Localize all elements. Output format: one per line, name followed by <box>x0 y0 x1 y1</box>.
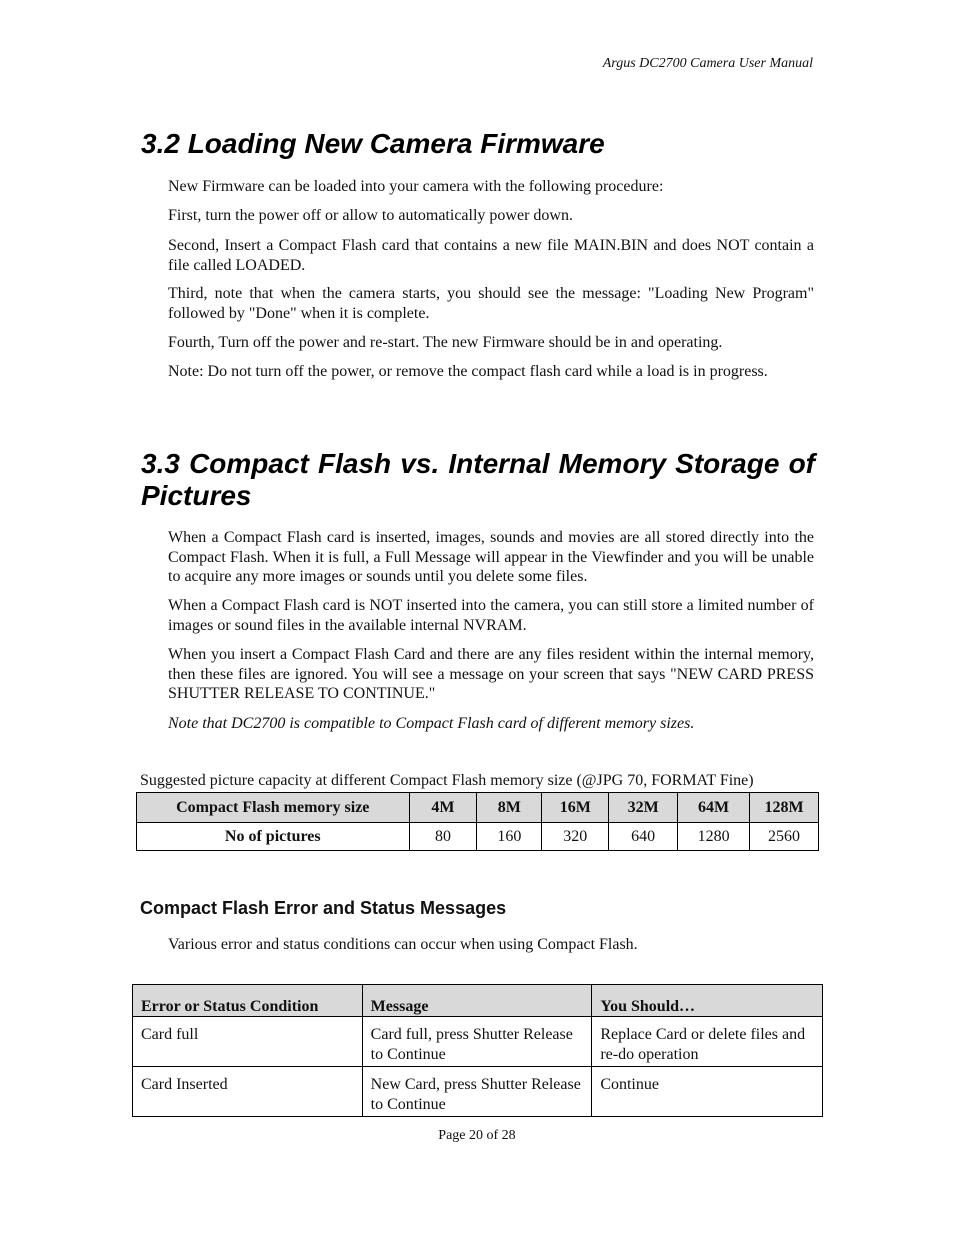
table-row-header: No of pictures <box>137 823 410 851</box>
table-cell: Continue <box>592 1067 823 1117</box>
table-cell: Card full <box>133 1017 363 1067</box>
table-cell: New Card, press Shutter Release to Continue <box>362 1067 592 1117</box>
capacity-table <box>136 792 819 851</box>
table-header-cell: You Should… <box>592 985 823 1017</box>
table-header-cell: 32M <box>609 793 678 823</box>
table-header-cell: 8M <box>477 793 542 823</box>
table-header-cell: 16M <box>542 793 609 823</box>
table-cell: 320 <box>542 823 609 851</box>
table-cell: 1280 <box>678 823 750 851</box>
table-cell: Card Inserted <box>133 1067 363 1117</box>
paragraph: When you insert a Compact Flash Card and there are any files resident within the internal memory, then these files are ignored. You will see a message on your screen that says "NEW CARD PRESS SHUTTER RELEASE TO CONTINUE." <box>168 646 814 703</box>
page-number: Page 20 of 28 <box>438 1128 516 1143</box>
table-cell: 160 <box>477 823 542 851</box>
table-row <box>133 1067 823 1117</box>
table-cell: Replace Card or delete files and re-do operation <box>592 1017 823 1067</box>
table-header-row <box>133 985 823 1017</box>
paragraph: When a Compact Flash card is inserted, images, sounds and movies are all stored directly into the Compact Flash. When it is full, a Full Message will appear in the Viewfinder and you will be unable to acquire any more images or sounds until you delete some files. <box>168 529 814 586</box>
running-header: Argus DC2700 Camera User Manual <box>602 56 813 71</box>
error-status-table <box>132 984 823 1117</box>
paragraph: When a Compact Flash card is NOT inserted into the camera, you can still store a limited number of images or sound files in the available internal NVRAM. <box>168 597 814 634</box>
paragraph: Various error and status conditions can occur when using Compact Flash. <box>168 936 638 953</box>
table-header-row <box>137 793 819 823</box>
table-cell: 2560 <box>750 823 819 851</box>
table-header-cell: 4M <box>409 793 477 823</box>
paragraph: First, turn the power off or allow to automatically power down. <box>168 207 573 224</box>
paragraph: Fourth, Turn off the power and re-start. The new Firmware should be in and operating. <box>168 334 723 351</box>
table-header-cell: Compact Flash memory size <box>137 793 410 823</box>
subsection-heading: Compact Flash Error and Status Messages <box>140 898 507 918</box>
section-heading-3-3: 3.3 Compact Flash vs. Internal Memory Storage of Pictures <box>141 448 815 511</box>
table-header-cell: 128M <box>750 793 819 823</box>
paragraph: Second, Insert a Compact Flash card that contains a new file MAIN.BIN and does NOT contain a file called LOADED. <box>168 237 814 274</box>
italic-note: Note that DC2700 is compatible to Compact Flash card of different memory sizes. <box>168 715 695 732</box>
paragraph: Note: Do not turn off the power, or remove the compact flash card while a load is in progress. <box>168 363 768 380</box>
table-header-cell: 64M <box>678 793 750 823</box>
table-caption: Suggested picture capacity at different Compact Flash memory size (@JPG 70, FORMAT Fine) <box>140 772 754 789</box>
table-header-cell: Error or Status Condition <box>133 985 363 1017</box>
table-header-cell: Message <box>362 985 592 1017</box>
section-heading-3-2: 3.2 Loading New Camera Firmware <box>141 128 605 159</box>
table-cell: Card full, press Shutter Release to Continue <box>362 1017 592 1067</box>
paragraph: Third, note that when the camera starts, you should see the message: "Loading New Program" followed by "Done" when it is complete. <box>168 285 814 322</box>
table-cell: 640 <box>609 823 678 851</box>
table-row <box>133 1017 823 1067</box>
paragraph: New Firmware can be loaded into your camera with the following procedure: <box>168 178 664 195</box>
table-row <box>137 823 819 851</box>
table-cell: 80 <box>409 823 477 851</box>
